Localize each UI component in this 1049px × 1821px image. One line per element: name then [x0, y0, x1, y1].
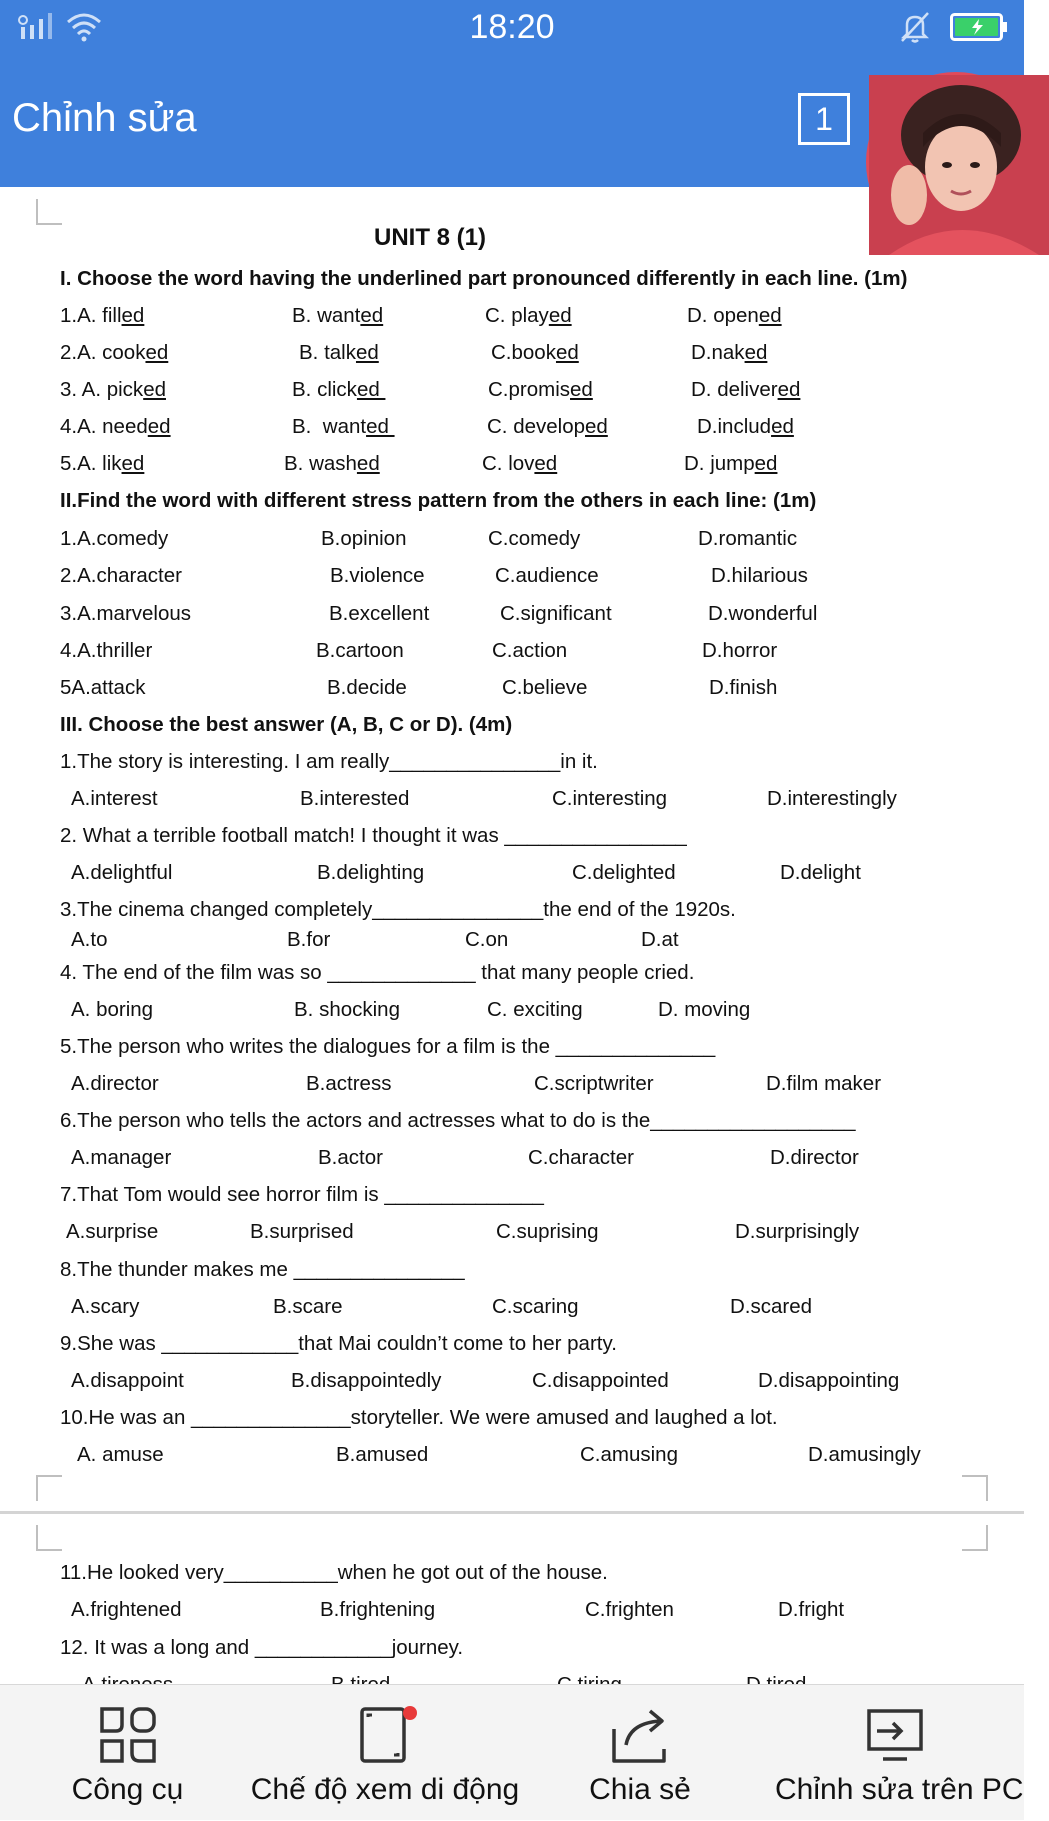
answer-option: A.disappoint	[71, 1369, 184, 1392]
underlined-part: ed	[366, 415, 395, 438]
option: B.cartoon	[316, 639, 404, 662]
option	[487, 415, 608, 439]
question-text: 1.The story is interesting. I am really_______________in it.	[60, 750, 598, 773]
option-stem: D. deliver	[691, 378, 778, 401]
option: D.horror	[702, 639, 778, 662]
option	[697, 415, 794, 439]
answer-option: D. moving	[658, 998, 751, 1021]
underlined-part: ed	[585, 415, 608, 438]
underlined-part: ed	[143, 378, 166, 401]
answer-option: C.suprising	[496, 1220, 599, 1243]
option-stem: C. develop	[487, 415, 586, 438]
answer-option: C.character	[528, 1146, 634, 1169]
option	[691, 341, 767, 365]
option	[491, 341, 579, 365]
user-avatar[interactable]	[866, 72, 1046, 252]
tools-grid-icon	[98, 1705, 158, 1765]
underlined-part: ed	[548, 304, 572, 327]
section-2-heading-text: II.Find the word with different stress pattern from the others in each line: (1m)	[60, 489, 817, 512]
answer-option: C.delighted	[572, 861, 676, 884]
answer-option: D.director	[770, 1146, 859, 1169]
avatar-photo	[869, 75, 1049, 255]
answer-option: D.surprisingly	[735, 1220, 860, 1243]
underlined-part: ed	[771, 415, 794, 438]
underlined-part: ed	[777, 378, 801, 401]
option-stem: B. want	[292, 304, 361, 327]
option-stem: C.promis	[488, 378, 571, 401]
underlined-part: ed	[754, 452, 778, 475]
option	[60, 341, 168, 365]
section-1-heading-text: I. Choose the word having the underlined part pronounced differently in each line. (1m)	[60, 267, 908, 290]
option-stem: B. want	[292, 415, 367, 438]
share-button[interactable]	[560, 1685, 720, 1821]
option: C.action	[492, 639, 568, 662]
option-stem: D. open	[687, 304, 759, 327]
option	[485, 304, 572, 328]
battery-charging-icon	[950, 13, 1008, 41]
option	[60, 415, 171, 439]
answer-option: C.interesting	[552, 787, 668, 810]
answer-option: B.interested	[300, 787, 410, 810]
option-stem: 4.A. need	[60, 415, 148, 438]
option: 5A.attack	[60, 676, 146, 699]
option-stem: D.includ	[697, 415, 772, 438]
share-label: Chia sẻ	[589, 1773, 691, 1806]
option	[292, 415, 395, 439]
underlined-part: ed	[121, 452, 145, 475]
underlined-part: ed	[147, 415, 171, 438]
question-text: 2. What a terrible football match! I thought it was ________________	[60, 824, 687, 847]
question-text: 9.She was ____________that Mai couldn’t come to her party.	[60, 1332, 617, 1355]
edit-on-pc-icon	[865, 1705, 927, 1767]
option	[60, 452, 144, 476]
option-stem: 1.A. fill	[60, 304, 122, 327]
option: 2.A.character	[60, 564, 182, 587]
option	[284, 452, 380, 476]
option: D.wonderful	[708, 602, 818, 625]
answer-option: B.surprised	[250, 1220, 354, 1243]
option-stem: D.nak	[691, 341, 745, 364]
answer-option: B.frightening	[320, 1598, 436, 1621]
underlined-part: ed	[534, 452, 558, 475]
mobile-view-button[interactable]	[250, 1685, 520, 1821]
option: B.decide	[327, 676, 407, 699]
option	[292, 304, 383, 328]
edit-on-pc-label: Chỉnh sửa trên PC	[775, 1773, 1024, 1806]
option-stem: 5.A. lik	[60, 452, 122, 475]
option-stem: C. play	[485, 304, 549, 327]
option: B.excellent	[329, 602, 430, 625]
underlined-part: ed	[121, 304, 145, 327]
question-text: 7.That Tom would see horror film is ______________	[60, 1183, 544, 1206]
option-stem: C.book	[491, 341, 556, 364]
underlined-part: ed	[356, 452, 380, 475]
crop-mark	[962, 1525, 988, 1551]
answer-option: A.surprise	[66, 1220, 159, 1243]
option-stem: D. jump	[684, 452, 755, 475]
option: 4.A.thriller	[60, 639, 153, 662]
answer-option: A.delightful	[71, 861, 173, 884]
section-3-heading-text: III. Choose the best answer (A, B, C or D). (4m)	[60, 713, 513, 736]
crop-mark	[36, 1525, 62, 1551]
answer-option: D.interestingly	[767, 787, 897, 810]
option: D.romantic	[698, 527, 798, 550]
mobile-view-icon	[358, 1705, 420, 1767]
option: C.comedy	[488, 527, 581, 550]
answer-option: C.on	[465, 928, 509, 951]
option: C.believe	[502, 676, 588, 699]
question-text: 11.He looked very__________when he got out of the house.	[60, 1561, 608, 1584]
answer-option: D.scared	[730, 1295, 813, 1318]
question-text: 4. The end of the film was so _____________ that many people cried.	[60, 961, 695, 984]
option: D.finish	[709, 676, 778, 699]
answer-option: B.disappointedly	[291, 1369, 442, 1392]
question-text: 3.The cinema changed completely_______________the end of the 1920s.	[60, 898, 736, 921]
app-bar-title: Chỉnh sửa	[12, 96, 197, 140]
notification-dot	[403, 1706, 417, 1720]
answer-option: B.delighting	[317, 861, 425, 884]
underlined-part: ed	[555, 341, 579, 364]
mobile-view-label: Chế độ xem di động	[250, 1773, 520, 1806]
option	[684, 452, 777, 476]
option-stem: 2.A. cook	[60, 341, 146, 364]
option: 1.A.comedy	[60, 527, 169, 550]
answer-option: A.manager	[71, 1146, 172, 1169]
option	[60, 304, 144, 328]
tools-button[interactable]	[40, 1685, 215, 1821]
underlined-part: ed	[355, 341, 379, 364]
answer-option: A.director	[71, 1072, 159, 1095]
underlined-part: ed	[145, 341, 169, 364]
option-stem: C. lov	[482, 452, 535, 475]
question-text: 6.The person who tells the actors and actresses what to do is the__________________	[60, 1109, 856, 1132]
answer-option: A.scary	[71, 1295, 140, 1318]
option	[691, 378, 800, 402]
share-icon	[610, 1705, 672, 1767]
crop-mark	[962, 1475, 988, 1501]
answer-option: C.frighten	[585, 1598, 674, 1621]
answer-option: B.scare	[273, 1295, 343, 1318]
answer-option: A.to	[71, 928, 108, 951]
option: D.hilarious	[711, 564, 808, 587]
option: 3.A.marvelous	[60, 602, 192, 625]
answer-option: B. shocking	[294, 998, 400, 1021]
question-text: 5.The person who writes the dialogues for a film is the ______________	[60, 1035, 716, 1058]
bottom-toolbar	[0, 1684, 1024, 1820]
option: B.violence	[330, 564, 425, 587]
answer-option: B.actor	[318, 1146, 383, 1169]
option	[292, 378, 385, 402]
answer-option: A. amuse	[77, 1443, 164, 1466]
answer-option: D.disappointing	[758, 1369, 900, 1392]
option	[299, 341, 379, 365]
document-title-text: UNIT 8 (1)	[374, 224, 487, 251]
option	[687, 304, 782, 328]
answer-option: A.frightened	[71, 1598, 182, 1621]
option	[482, 452, 557, 476]
answer-option: C.amusing	[580, 1443, 678, 1466]
option: C.significant	[500, 602, 612, 625]
question-text: 12. It was a long and ____________journey.	[60, 1636, 464, 1659]
answer-option: C. exciting	[487, 998, 583, 1021]
answer-option: B.actress	[306, 1072, 392, 1095]
underlined-part: ed	[570, 378, 593, 401]
edit-on-pc-button[interactable]	[775, 1685, 1024, 1821]
crop-mark	[36, 199, 62, 225]
option: C.audience	[495, 564, 599, 587]
answer-option: B.amused	[336, 1443, 429, 1466]
answer-option: D.film maker	[766, 1072, 882, 1095]
underlined-part: ed	[758, 304, 782, 327]
answer-option: C.disappointed	[532, 1369, 669, 1392]
answer-option: B.for	[287, 928, 331, 951]
underlined-part: ed	[744, 341, 768, 364]
option	[60, 378, 166, 402]
underlined-part: ed	[360, 304, 384, 327]
page-count-button[interactable]: 1	[798, 93, 850, 145]
question-text: 10.He was an ______________storyteller. We were amused and laughed a lot.	[60, 1406, 778, 1429]
answer-option: D.amusingly	[808, 1443, 921, 1466]
answer-option: C.scriptwriter	[534, 1072, 654, 1095]
answer-option: C.scaring	[492, 1295, 579, 1318]
muted-bell-icon	[898, 10, 932, 44]
option-stem: 3. A. pick	[60, 378, 144, 401]
option: B.opinion	[321, 527, 407, 550]
underlined-part: ed	[356, 378, 386, 401]
tools-label: Công cụ	[71, 1773, 184, 1806]
answer-option: D.fright	[778, 1598, 845, 1621]
answer-option: A. boring	[71, 998, 154, 1021]
answer-option: A.interest	[71, 787, 158, 810]
crop-mark	[36, 1475, 62, 1501]
option-stem: B. wash	[284, 452, 357, 475]
page-separator	[0, 1511, 1024, 1514]
answer-option: D.at	[641, 928, 679, 951]
answer-option: D.delight	[780, 861, 861, 884]
option-stem: B. click	[292, 378, 357, 401]
document-view[interactable]	[0, 187, 1024, 1684]
option	[488, 378, 593, 402]
status-bar	[0, 0, 1024, 54]
status-time: 18:20	[469, 8, 555, 46]
option-stem: B. talk	[299, 341, 356, 364]
question-text: 8.The thunder makes me _______________	[60, 1258, 465, 1281]
